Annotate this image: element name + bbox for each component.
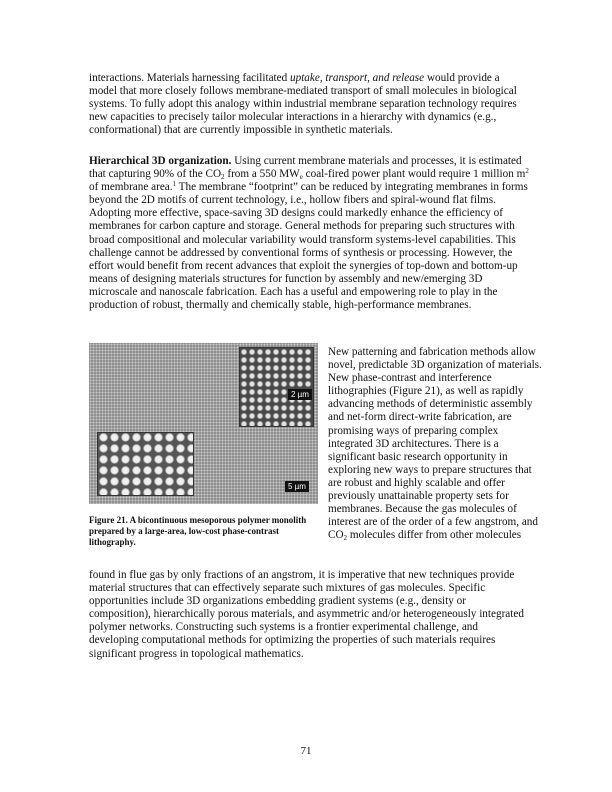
subscript: 2 — [221, 173, 225, 182]
scale-bar-label-bottom: 5 µm — [285, 481, 309, 492]
subscript: 2 — [343, 534, 348, 543]
paragraph-flue-gas: found in flue gas by only fractions of an angstrom, it is imperative that new techniques provide material structures that can effectively separate such mixtures of gas molecules. Specific opportunities include 3D organizations embedding gradient systems (e.g., density or composition), hierarchically porous materials, and asymmetric and/or heterogeneously integrated polymer networks. Constructing such systems is a frontier experimental challenge, and developing computational methods for optimizing the properties of such materials requires significant progress in topological mathematics. — [89, 569, 524, 660]
paragraph-interactions — [89, 72, 529, 137]
paragraph-hierarchical — [89, 155, 529, 312]
figure-inset-top — [239, 347, 314, 427]
figure-inset-bottom — [97, 432, 194, 496]
emphasis-text: uptake, transport, and release — [290, 72, 425, 84]
figure-caption: Figure 21. A bicontinuous mesoporous polymer monolith prepared by a large-area, low-cost phase-contrast lithography. — [89, 515, 307, 547]
scale-bar-label-top: 2 µm — [288, 389, 312, 400]
paragraph-text: The membrane “footprint” can be reduced by integrating membranes in forms beyond the 2D motifs of current technology, i.e., hollow fibers and spiral-wound flat films. Adopting more effective, space-saving 3D designs could markedly enhance the efficiency of membranes for carbon capture and storage. General methods for preparing such structures with broad compositional and molecular variability would transform systems-level capabilities. This challenge cannot be addressed by conventional forms of synthesis or processing. However, the effort would benefit from recent advances that exploit the synergies of top-down and bottom-up means of designing materials structures for function by assembly and new/emerging 3D microscale and nanoscale fabrication. Each has a useful and empowering role to play in the production of robust, thermally and chemically stable, high-performance membranes. — [89, 181, 528, 312]
section-heading: Hierarchical 3D organization. — [89, 155, 232, 167]
paragraph-text: from a 550 MW — [224, 168, 300, 181]
paragraph-text: coal-fired power plant would require 1 million m — [302, 168, 526, 181]
paragraph-text: Using current membrane materials and processes, it is estimated that capturing 90% of the CO — [89, 155, 522, 181]
figure-21-micrograph — [89, 343, 318, 504]
paragraph-text: New patterning and fabrication methods allow novel, predictable 3D organization of materials. New phase-contrast and interference lithographies (Figure 21), as well as rapidly advancing methods of deterministic assembly and net-form direct-write fabrication, are promising ways of preparing complex integrated 3D architectures. There is a significant basic research opportunity in exploring new ways to prepare structures that are robust and highly scalable and offer previously unattainable property sets for membranes. Because the gas molecules of interest are of the order of a few angstrom, and CO — [328, 346, 542, 542]
superscript: 2 — [525, 167, 529, 176]
paragraph-patterning — [328, 346, 542, 542]
subscript: e — [299, 173, 303, 182]
page-number: 71 — [300, 745, 312, 757]
paragraph-text: of membrane area. — [89, 181, 173, 194]
footnote-reference[interactable]: 1 — [172, 180, 177, 189]
paragraph-text: interactions. Materials harnessing facilitated — [89, 72, 290, 84]
paragraph-text: would provide a model that more closely follows membrane-mediated transport of small molecules in biological systems. To fully adopt this analogy within industrial membrane separation technology requires new capacities to precisely tailor molecular interactions in a hierarchy with dynamics (e.g., conformational) that are currently impossible in synthetic materials. — [89, 72, 517, 137]
paragraph-text: molecules differ from other molecules — [347, 529, 522, 542]
